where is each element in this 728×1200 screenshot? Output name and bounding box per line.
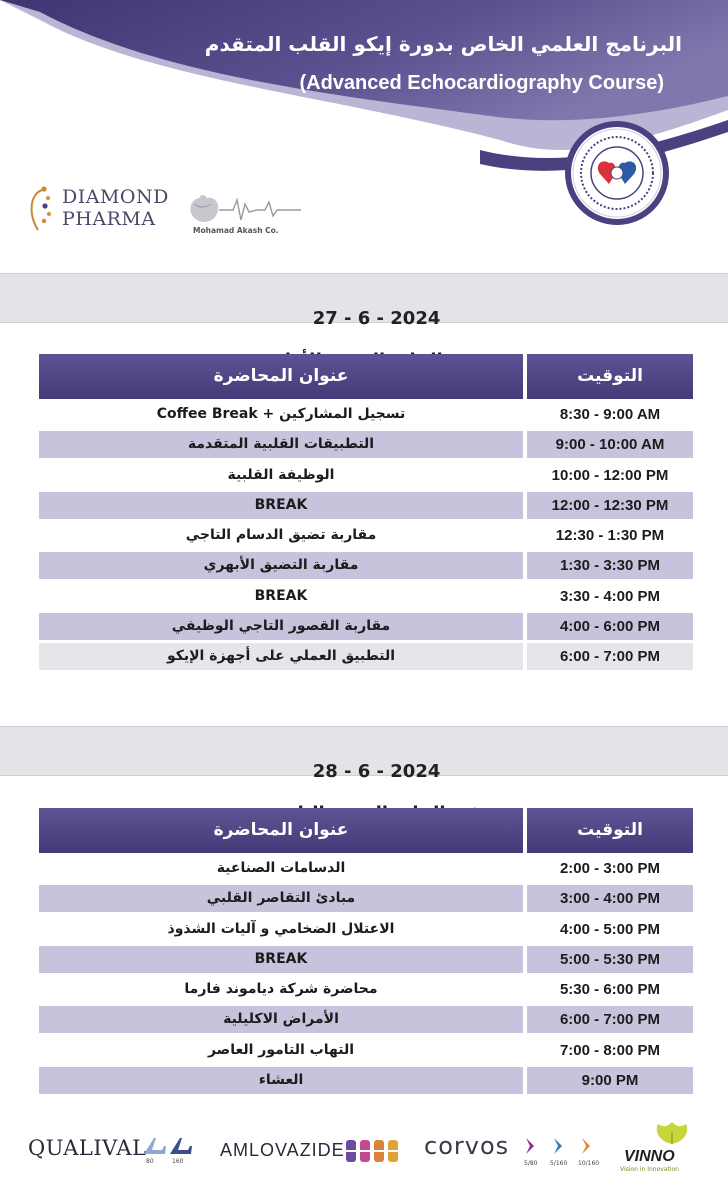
heart-pulse-icon [185, 190, 303, 226]
day1-date: 27 - 6 - 2024 [312, 308, 441, 329]
lecture-time: 12:00 - 12:30 PM [527, 492, 693, 519]
diamond-pharma-line2: PHARMA [62, 208, 156, 230]
lecture-title: مقاربة تضيق الدسام التاجي [185, 527, 377, 544]
table-row [39, 581, 695, 611]
lecture-time: 6:00 - 7:00 PM [527, 1006, 693, 1033]
vinno-wordmark: VINNO [624, 1148, 675, 1165]
mohamad-akash-logo [185, 190, 305, 240]
qualival-logo [28, 1136, 147, 1160]
table-row [39, 1065, 695, 1095]
corvos-wordmark: corvos [424, 1132, 510, 1160]
lecture-title: BREAK [254, 587, 308, 604]
day1-header-time: التوقيت [527, 354, 693, 399]
vinno-ginkgo-icon [650, 1120, 694, 1146]
day1-header-lecture-title: عنوان المحاضرة [39, 354, 523, 399]
day2-banner [0, 726, 728, 782]
lecture-time: 7:00 - 8:00 PM [559, 1041, 661, 1059]
table-row [39, 460, 695, 490]
corvos-dose-5-160: 5/160 [550, 1160, 568, 1167]
lecture-title: محاضرة شركة دياموند فارما [184, 981, 378, 998]
lecture-time: 9:00 PM [527, 1067, 693, 1094]
day2-table-header [39, 808, 695, 853]
table-row [39, 611, 695, 641]
table-row [39, 914, 695, 944]
lecture-title: الاعتلال الضخامي و آليات الشذوذ [167, 920, 395, 937]
lecture-time: 3:00 - 4:00 PM [527, 885, 693, 912]
table-row [39, 641, 695, 671]
corvos-logo [424, 1132, 509, 1160]
qualival-dose-160: 160 [172, 1158, 184, 1165]
header-banner [0, 0, 728, 270]
lecture-title: مقاربة التضيق الأبهري [39, 552, 523, 579]
table-row [39, 974, 695, 1004]
day2-schedule-table [39, 808, 695, 1095]
program-title-arabic: البرنامج العلمي الخاص بدورة إيكو القلب المتقدم [204, 32, 682, 56]
day1-banner [0, 273, 728, 329]
diamond-pharma-icon [22, 184, 58, 234]
lecture-title: BREAK [39, 492, 523, 519]
lecture-time: 4:00 - 5:00 PM [559, 920, 661, 938]
lecture-title: التطبيقات القلبية المتقدمة [39, 431, 523, 458]
lecture-time: 9:00 - 10:00 AM [527, 431, 693, 458]
day1-schedule-table [39, 354, 695, 672]
corvos-dose-icons [522, 1136, 606, 1158]
day1-table-header [39, 354, 695, 399]
lecture-time: 8:30 - 9:00 AM [559, 406, 661, 423]
lecture-time: 10:00 - 12:00 PM [551, 466, 669, 484]
lecture-time: 5:00 - 5:30 PM [527, 946, 693, 973]
lecture-title: الوظيفة القلبية [227, 466, 335, 483]
amlovazide-logo [220, 1140, 345, 1161]
lecture-title: الأمراض الاكليلية [39, 1006, 523, 1033]
diamond-pharma-logo [22, 182, 182, 240]
table-row [39, 1004, 695, 1034]
lecture-title: تسجيل المشاركين + Coffee Break [156, 406, 406, 422]
lecture-title: التهاب التامور العاصر [207, 1041, 355, 1058]
lecture-time: 1:30 - 3:30 PM [527, 552, 693, 579]
lecture-title: BREAK [39, 946, 523, 973]
mohamad-akash-label: Mohamad Akash Co. [193, 226, 279, 235]
qualival-dose-80: 80 [146, 1158, 154, 1165]
program-title-english: (Advanced Echocardiography Course) [299, 72, 664, 94]
lecture-title: العشاء [39, 1067, 523, 1094]
lecture-title: مقاربة القصور التاجي الوظيفي [39, 613, 523, 640]
lecture-time: 5:30 - 6:00 PM [559, 981, 661, 999]
vinno-logo [624, 1146, 675, 1166]
table-row [39, 490, 695, 520]
amlovazide-pill-icons [344, 1136, 406, 1166]
table-row [39, 944, 695, 974]
lecture-time: 4:00 - 6:00 PM [527, 613, 693, 640]
amlovazide-wordmark: AMLOVAZIDE [220, 1140, 345, 1160]
day2-date: 28 - 6 - 2024 [312, 761, 441, 782]
corvos-dose-5-80: 5/80 [524, 1160, 538, 1167]
table-row [39, 883, 695, 913]
day2-header-time: التوقيت [527, 808, 693, 853]
table-row [39, 429, 695, 459]
sponsor-logos-strip [0, 1120, 728, 1200]
vinno-tagline: Vision in Innovation [620, 1166, 679, 1173]
lecture-time: 3:30 - 4:00 PM [559, 587, 661, 605]
table-row [39, 853, 695, 883]
lecture-title: مبادئ التقاصر القلبي [39, 885, 523, 912]
table-row [39, 520, 695, 550]
association-seal-logo [564, 120, 670, 226]
lecture-title: التطبيق العملي على أجهزة الإيكو [39, 643, 523, 670]
diamond-pharma-line1: DIAMOND [62, 186, 169, 208]
corvos-dose-10-160: 10/160 [578, 1160, 600, 1167]
lecture-title: الدسامات الصناعية [216, 860, 346, 876]
lecture-time: 12:30 - 1:30 PM [555, 527, 665, 545]
lecture-time: 6:00 - 7:00 PM [527, 643, 693, 670]
qualival-wordmark: QUALIVAL [28, 1136, 147, 1160]
lecture-time: 2:00 - 3:00 PM [559, 860, 661, 877]
table-row [39, 1035, 695, 1065]
day2-header-lecture-title: عنوان المحاضرة [39, 808, 523, 853]
table-row [39, 550, 695, 580]
table-row [39, 399, 695, 429]
